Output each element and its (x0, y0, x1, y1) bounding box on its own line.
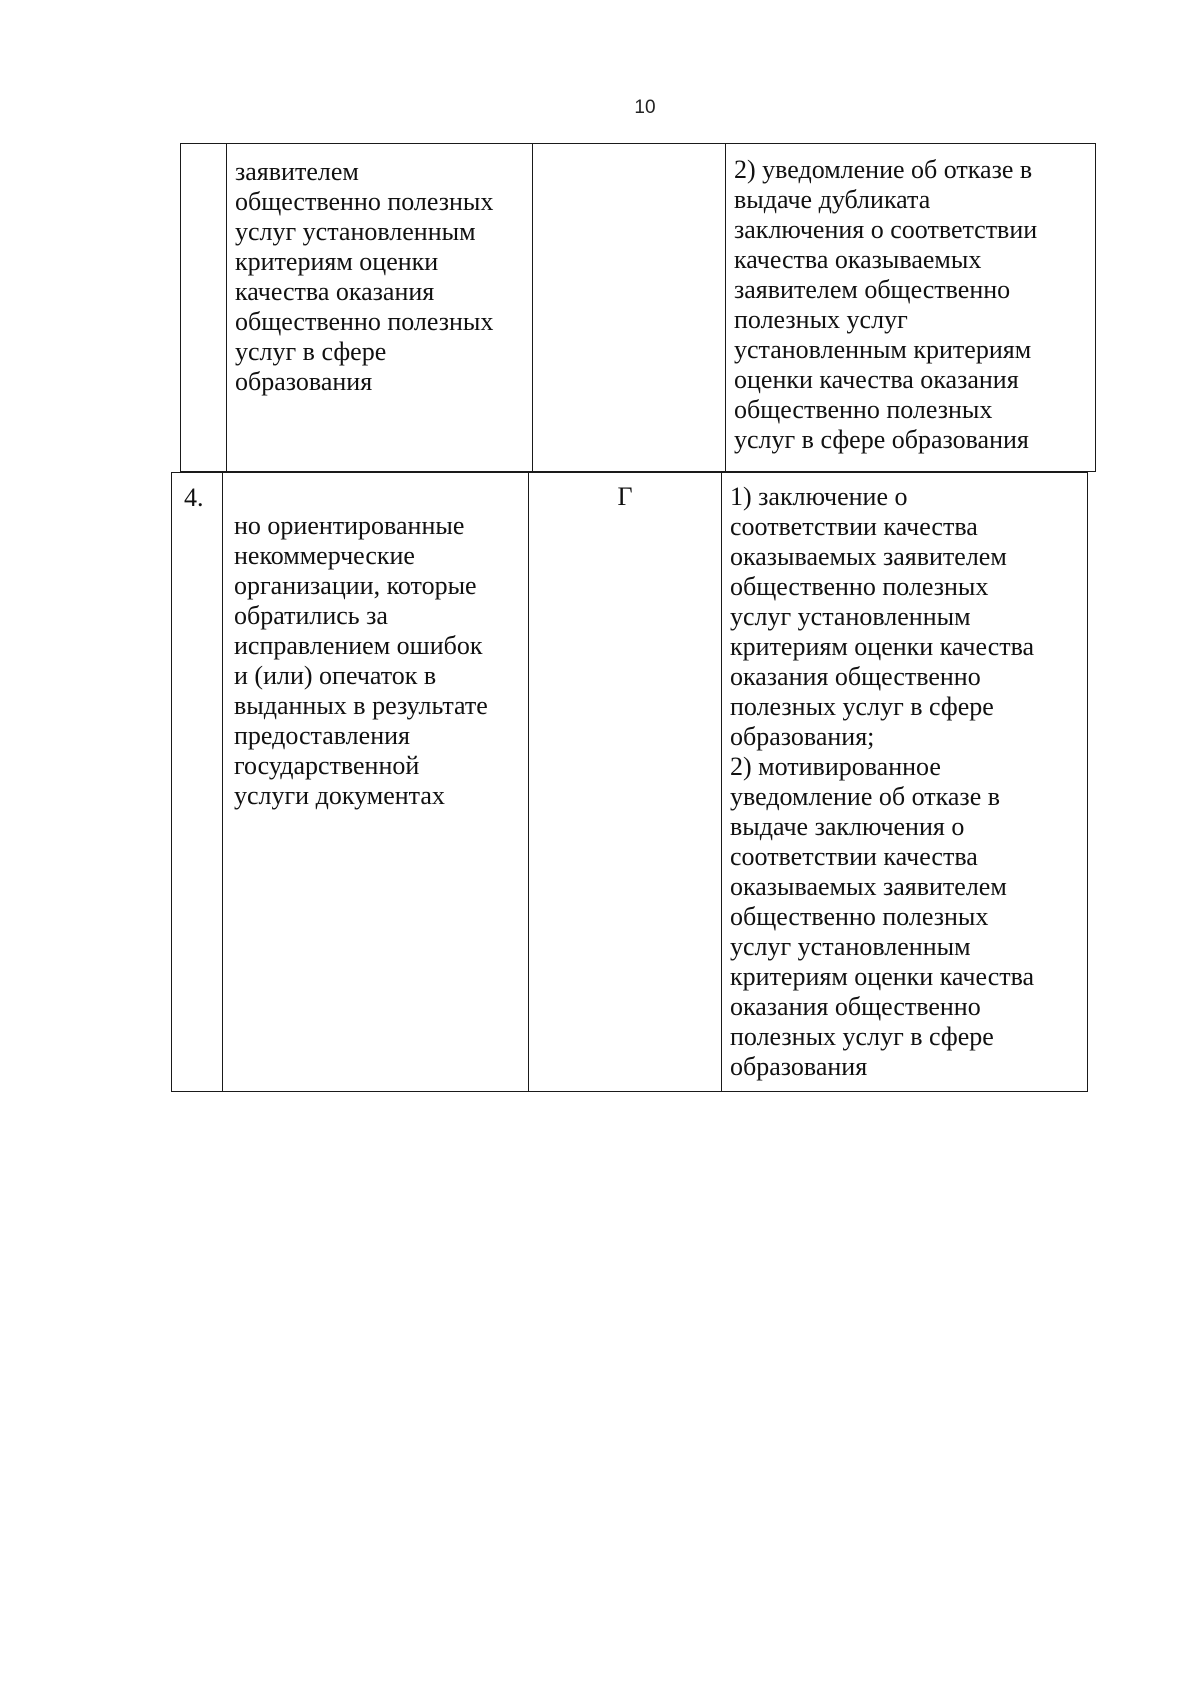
result-cell (726, 144, 1097, 471)
variant-code-cell (533, 144, 726, 471)
page-number: 10 (634, 97, 656, 118)
table-row (180, 143, 1096, 472)
result-cell (722, 473, 1089, 1091)
applicant-category-cell (227, 144, 533, 471)
applicant-category-cell (223, 473, 529, 1091)
table-row (171, 472, 1088, 1092)
applicant-category-text: но ориентированные некоммерческие организации, которые обратились за исправлением ошибок и (или) опечаток в выданных в результате предоставления государственной услуги документах (234, 511, 488, 810)
row-number-cell (181, 144, 227, 471)
variant-code: Г (617, 482, 633, 511)
applicant-category-text: заявителем общественно полезных услуг установленным критериям оценки качества оказания общественно полезных услуг в сфере образования (235, 157, 494, 396)
variant-code-cell (529, 473, 722, 1091)
row-number: 4. (184, 483, 204, 512)
row-number-cell (172, 473, 223, 1091)
result-text: 1) заключение о соответствии качества оказываемых заявителем общественно полезных услуг установленным критериям оценки качества оказания общественно полезных услуг в сфере образования; 2) мотивированное уведомление об отказе в выдаче заключения о соответствии качества оказываемых заявителем общественно полезных услуг установленным критериям оценки качества оказания общественно полезных услуг в сфере образования (730, 482, 1035, 1081)
result-text: 2) уведомление об отказе в выдаче дубликата заключения о соответствии качества оказываемых заявителем общественно полезных услуг установленным критериям оценки качества оказания общественно полезных услуг в сфере образования (734, 155, 1038, 454)
